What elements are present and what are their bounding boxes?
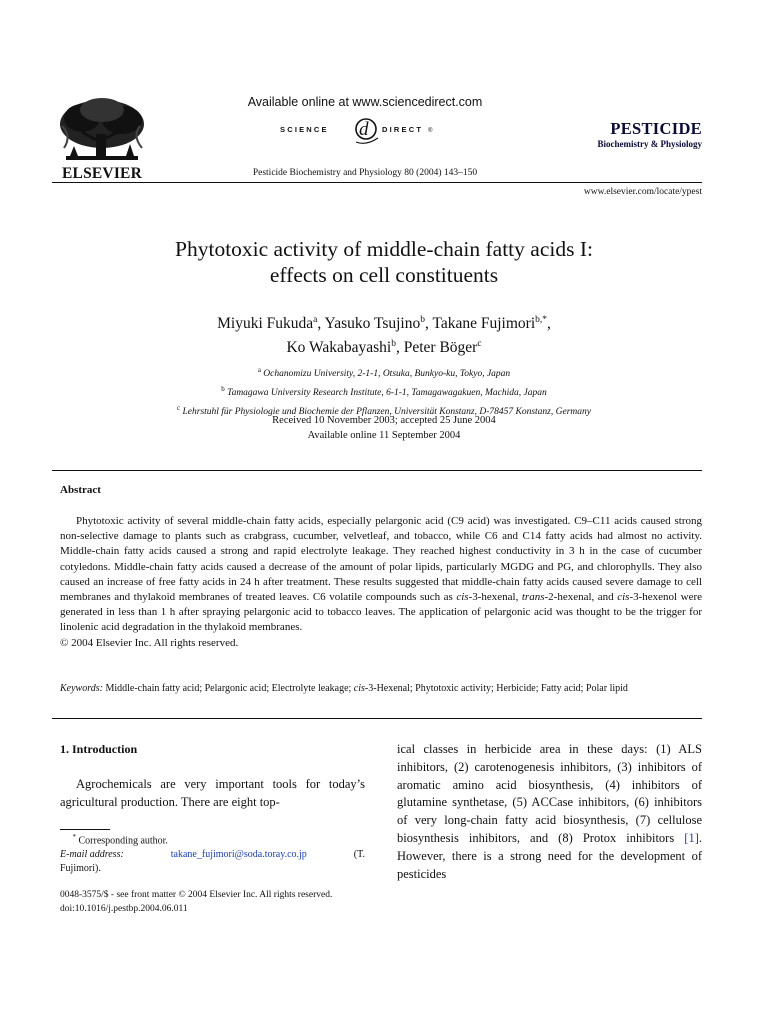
abstract-text: -2-hexenal, and — [544, 591, 618, 604]
abstract-paragraph — [60, 514, 702, 636]
title-line-2: effects on cell constituents — [269, 263, 499, 287]
affiliation-text: Tamagawa University Research Institute, 6-1-1, Tamagawagakuen, Machida, Japan — [227, 388, 547, 399]
footnote-corresponding-text: Corresponding author. — [78, 835, 168, 847]
svg-text:d: d — [359, 119, 369, 140]
keywords-divider — [52, 718, 702, 719]
abstract-copyright: © 2004 Elsevier Inc. All rights reserved. — [60, 636, 239, 649]
affiliation-mark: b — [221, 385, 225, 394]
doi[interactable]: doi:10.1016/j.pestbp.2004.06.011 — [60, 904, 188, 914]
author-affiliation-mark: b — [391, 339, 396, 350]
abstract-body — [60, 514, 702, 651]
abstract-heading: Abstract — [60, 484, 101, 496]
affiliation-line — [60, 363, 708, 382]
affiliation-line — [60, 382, 708, 401]
author-separator: , — [547, 315, 551, 333]
abstract-italic: trans — [521, 591, 545, 604]
keywords-italic: cis — [353, 683, 365, 694]
author-list — [100, 310, 668, 358]
svg-text:®: ® — [428, 128, 433, 134]
author-separator: , — [395, 339, 404, 357]
email-label: E-mail address: — [60, 849, 124, 861]
abstract-text: -3-hexenal, — [468, 591, 522, 604]
email-suffix: (T. — [353, 849, 365, 861]
email-link[interactable]: takane_fujimori@soda.toray.co.jp — [170, 849, 307, 861]
received-date: Received 10 November 2003; accepted 25 June 2004 — [272, 415, 496, 426]
journal-url[interactable]: www.elsevier.com/locate/ypest — [583, 187, 702, 197]
sciencedirect-logo — [278, 114, 452, 146]
title-line-1: Phytotoxic activity of middle-chain fatty acids I: — [175, 237, 593, 261]
article-dates — [100, 413, 668, 443]
available-online-line: Available online at www.sciencedirect.com — [247, 95, 483, 109]
author-affiliation-mark: c — [477, 339, 482, 350]
author-name: Ko Wakabayashi — [286, 339, 392, 357]
abstract-text: -3-hexenol were generated in less than 1 h after spraying pelargonic acid to tobacco leaves. The application of pelargonic acid was thought to be the trigger for linolenic acid degradation in the thylakoid membranes. — [60, 591, 702, 634]
journal-brand-title: PESTICIDE — [610, 119, 702, 138]
footnote — [60, 830, 365, 876]
author-separator: , — [424, 315, 433, 333]
publisher-name: ELSEVIER — [62, 165, 142, 182]
footnote-corresponding — [60, 830, 365, 848]
front-matter-copyright: 0048-3575/$ - see front matter © 2004 Elsevier Inc. All rights reserved. — [60, 890, 333, 900]
affiliation-mark: a — [257, 366, 261, 374]
right-column — [397, 741, 702, 883]
author-name: Yasuko Tsujino — [324, 315, 421, 333]
journal-citation: Pesticide Biochemistry and Physiology 80 (2004) 143–150 — [252, 168, 478, 178]
keywords — [60, 682, 702, 697]
reference-link[interactable]: [1] — [684, 830, 699, 845]
author-name: Takane Fujimori — [432, 315, 536, 333]
footnote-email-tail: Fujimori). — [60, 863, 101, 875]
author-affiliation-mark[interactable]: b,* — [535, 315, 548, 325]
intro-text-right: ical classes in herbicide area in these days: (1) ALS inhibitors, (2) carotenogenesis inhibitors, (3) inhibitors of aromatic amino acid biosynthesis, (4) inhibitors of glutamine synthetase, (5) ACCase inhibitors, (6) inhibitors of very long-chain fatty acid biosynthesis, (7) cellulose biosynthesis inhibitors, and (8) Protox inhibitors — [397, 742, 702, 845]
section-heading-introduction: 1. Introduction — [60, 742, 138, 756]
author-affiliation-mark: b — [420, 315, 425, 325]
svg-text:DIRECT: DIRECT — [382, 125, 424, 134]
abstract-italic: cis — [456, 591, 469, 604]
author-line-2 — [100, 334, 668, 358]
author-affiliation-mark: a — [313, 315, 318, 325]
affiliation-text: Lehrstuhl für Physiologie und Biochemie der Pflanzen, Universität Konstanz, D-78457 Konstanz, Germany — [182, 407, 591, 418]
abstract-italic: cis — [617, 591, 630, 604]
abstract-text: Phytotoxic activity of several middle-chain fatty acids, especially pelargonic acid (C9 acid) was investigated. C9–C11 acids caused strong non-selective damage to plants such as crabgrass, cucumber, velvetleaf, and tobacco, while C6 and C14 fatty acids had almost no activity. Middle-chain fatty acids caused a strong and rapid electrolyte leakage. They reached highest conductivity in 3 h in the case of cucumber cotyledons. Middle-chain fatty acids caused a decrease of the amount of polar lipids, particularly MGDG and PG, and chlorophylls. They also caused an increase of free fatty acids in 24 h after treatment. These results suggested that middle-chain fatty acids caused severe damage to cell membranes and thylakoid membranes of treated leaves. C6 volatile compounds such as — [60, 515, 702, 604]
intro-text-right: . However, there is a strong need for the development of pesticides — [397, 830, 702, 881]
affiliation-mark: c — [177, 404, 181, 413]
keywords-label: Keywords: — [60, 683, 103, 694]
keywords-text: -3-Hexenal; Phytotoxic activity; Herbicide; Fatty acid; Polar lipid — [364, 683, 628, 694]
intro-paragraph-left: Agrochemicals are very important tools for today’s agricultural production. There are eight top- — [60, 776, 365, 809]
footnote-email-row — [60, 848, 365, 862]
abstract-top-divider — [52, 470, 702, 471]
journal-brand-subtitle: Biochemistry & Physiology — [597, 139, 702, 149]
keywords-text: Middle-chain fatty acid; Pelargonic acid; Electrolyte leakage; — [102, 683, 354, 694]
left-column — [60, 741, 365, 811]
author-separator: , — [317, 315, 325, 333]
author-name: Peter Böger — [403, 339, 478, 357]
affiliation-text: Ochanomizu University, 2-1-1, Otsuka, Bunkyo-ku, Tokyo, Japan — [263, 369, 511, 380]
affiliations — [60, 363, 708, 420]
author-name: Miyuki Fukuda — [217, 315, 314, 333]
footnote-mark: * — [72, 833, 76, 841]
header-divider — [52, 182, 702, 183]
svg-text:SCIENCE: SCIENCE — [280, 125, 329, 134]
author-line-1 — [100, 310, 668, 334]
front-matter — [60, 888, 480, 916]
article-title — [100, 236, 668, 288]
available-date: Available online 11 September 2004 — [307, 430, 461, 441]
